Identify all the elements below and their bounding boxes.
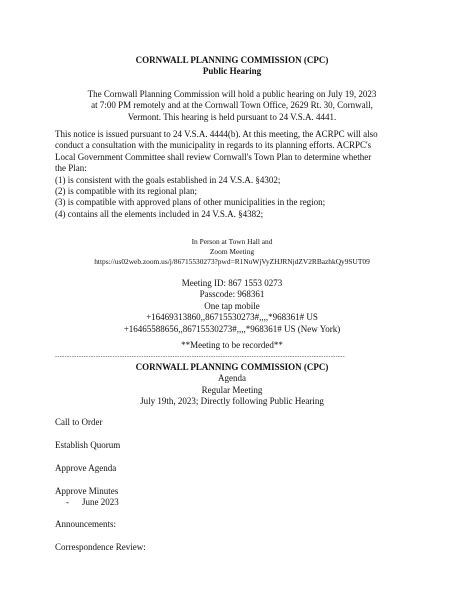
hearing-subtitle: Public Hearing xyxy=(202,66,262,76)
notice-line: the Plan: xyxy=(55,163,87,174)
meeting-title: CORNWALL PLANNING COMMISSION (CPC) xyxy=(135,362,329,372)
zoom-label: Zoom Meeting xyxy=(209,246,255,256)
agenda-item-correspondence: Correspondence Review: xyxy=(55,542,146,552)
section-divider: ------------------------------------------------------------------------------------------------------------------------- xyxy=(55,354,346,360)
intro-line: at 7:00 PM remotely and at the Cornwall Town Office, 2629 Rt. 30, Cornwall, xyxy=(91,100,373,111)
agenda-item-announcements: Announcements: xyxy=(55,519,116,529)
agenda-item-approve-agenda: Approve Agenda xyxy=(55,463,117,473)
notice-line: conduct a consultation with the municipality in regards to its planning efforts. ACRPC's xyxy=(55,140,372,151)
intro-line: Vermont. This hearing is held pursuant to 24 V.S.A. 4441. xyxy=(127,111,337,122)
notice-line: This notice is issued pursuant to 24 V.S.A. 4444(b). At this meeting, the ACRPC will also xyxy=(55,129,378,139)
agenda-item-call-to-order: Call to Order xyxy=(55,417,103,427)
dial-number: +16465588656,,86715530273#,,,,*968361# US (New York) xyxy=(123,323,341,334)
passcode: Passcode: 968361 xyxy=(199,289,265,300)
minutes-subitem xyxy=(66,497,119,508)
minutes-month: June 2023 xyxy=(82,497,119,507)
notice-criterion: (1) is consistent with the goals established in 24 V.S.A. §4302; xyxy=(55,174,281,185)
agenda-item-establish-quorum: Establish Quorum xyxy=(55,440,121,450)
meeting-header xyxy=(0,362,464,408)
agenda-label: Agenda xyxy=(218,373,246,384)
meeting-id: Meeting ID: 867 1553 0273 xyxy=(181,278,283,288)
meeting-location xyxy=(0,237,464,266)
one-tap-label: One tap mobile xyxy=(204,300,260,311)
recorded-note: **Meeting to be recorded** xyxy=(181,340,283,350)
agenda-item-approve-minutes: Approve Minutes xyxy=(55,486,119,496)
zoom-link[interactable]: https://us02web.zoom.us/j/86715530273?pwd=R1NuWjVyZHJRNjdZV2RBazhkQy9SUT09 xyxy=(94,256,370,266)
meeting-date: July 19th, 2023; Directly following Public Hearing xyxy=(140,396,324,407)
hearing-intro xyxy=(0,89,464,123)
notice-criterion: (4) contains all the elements included in 24 V.S.A. §4382; xyxy=(55,208,264,219)
meeting-type: Regular Meeting xyxy=(201,384,263,395)
dial-number: +16469313860,,86715530273#,,,,*968361# US xyxy=(146,312,318,323)
hearing-title: CORNWALL PLANNING COMMISSION (CPC) xyxy=(135,55,329,65)
bullet-dash: - xyxy=(66,497,69,507)
intro-line: The Cornwall Planning Commission will hold a public hearing on July 19, 2023 xyxy=(87,89,377,99)
location-line: In Person at Town Hall and xyxy=(191,237,273,246)
notice-line: Local Government Committee shall review Cornwall's Town Plan to determine whether xyxy=(55,151,372,162)
notice-criterion: (3) is compatible with approved plans of other municipalities in the region; xyxy=(55,197,326,208)
notice-criterion: (2) is compatible with its regional plan; xyxy=(55,186,197,197)
dial-in-info xyxy=(0,278,464,335)
hearing-notice xyxy=(55,129,415,220)
